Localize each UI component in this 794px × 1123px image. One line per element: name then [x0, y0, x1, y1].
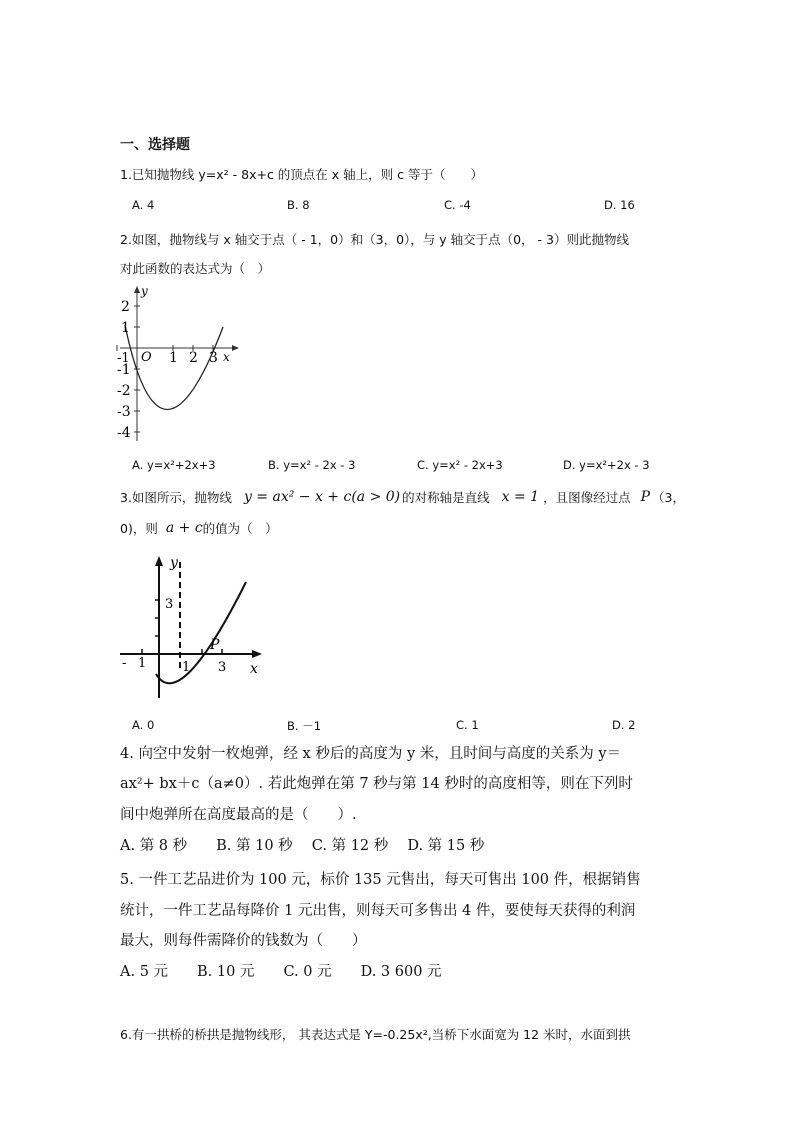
q2-x-tick-label: 3: [209, 350, 218, 366]
q2-y-tick-label: -3: [117, 404, 131, 420]
q2-option-b: B. y=x² - 2x - 3: [268, 458, 356, 472]
question-2-stem-line1: 2.如图，抛物线与 x 轴交于点（ - 1，0）和（3，0），与 y 轴交于点（0， - 3）则此抛物线: [120, 232, 629, 247]
q3-expression: a + c: [165, 520, 203, 536]
q1-option-d: D. 16: [604, 198, 635, 212]
q3-formula: y = ax² − x + c(a > 0): [243, 489, 401, 505]
q3-stem-prefix: 3.如图所示，抛物线: [120, 490, 232, 505]
question-5-line3: 最大，则每件需降价的钱数为（ ）: [120, 933, 367, 949]
question-1-stem: 1.已知抛物线 y=x² - 8x+c 的顶点在 x 轴上，则 c 等于（ ）: [120, 167, 483, 182]
q3-option-a: A. 0: [132, 718, 155, 732]
question-4-line1: 4. 向空中发射一枚炮弹，经 x 秒后的高度为 y 米，且时间与高度的关系为 y＝: [120, 746, 622, 762]
q2-y-tick-label: 1: [121, 320, 130, 336]
q2-parabola-curve: [125, 325, 223, 410]
question-3-stem-line2: [120, 517, 278, 539]
q2-y-tick-label: -1: [117, 362, 131, 378]
q2-x-axis-label: x: [223, 350, 230, 364]
question-5-line1: 5. 一件工艺品进价为 100 元，标价 135 元售出，每天可售出 100 件，根据销售: [120, 872, 641, 888]
question-5-line2: 统计，一件工艺品每降价 1 元出售，则每天可多售出 4 件，要使每天获得的利润: [120, 903, 636, 919]
q3-stem-mid2: ，且图像经过点: [543, 490, 631, 505]
q2-option-c: C. y=x² - 2x+3: [417, 458, 503, 472]
q2-x-tick-label: 1: [169, 350, 178, 366]
q3-y-axis-label: y: [170, 555, 178, 571]
q3-point-label: P: [210, 637, 220, 653]
q2-x-tick-label: -1: [117, 351, 130, 366]
q2-x-arrow-icon: [232, 345, 239, 351]
q3-stem-line2-end: 的值为（ ）: [202, 521, 278, 536]
section-title: 一、选择题: [120, 137, 190, 153]
q2-origin-label: O: [141, 350, 152, 365]
question-3-stem-line1: [120, 486, 685, 508]
q2-y-tick-label: -4: [117, 425, 131, 441]
q1-option-c: C. -4: [444, 198, 471, 212]
q2-parabola-graph: [115, 283, 245, 443]
q2-option-d: D. y=x²+2x - 3: [563, 458, 650, 472]
q3-y-tick-label: 3: [165, 597, 174, 612]
q1-option-b: B. 8: [287, 198, 310, 212]
q3-option-d: D. 2: [612, 718, 636, 732]
q3-option-b: B. －1: [287, 719, 322, 733]
question-4-line2: ax²+ bx＋c（a≠0）. 若此炮弹在第 7 秒与第 14 秒时的高度相等，则在下列时: [120, 776, 633, 792]
question-6-line1: 6.有一拱桥的桥拱是抛物线形， 其表达式是 Y=-0.25x²,当桥下水面宽为 12 米时，水面到拱: [120, 1027, 631, 1042]
q3-option-c: C. 1: [456, 718, 479, 732]
q3-x-arrow-icon: [252, 650, 262, 658]
q3-x-tick-label: 3: [218, 660, 227, 675]
q3-y-arrow-icon: [155, 556, 163, 566]
q3-axis-equation: x = 1: [501, 489, 540, 505]
question-4-options: A. 第 8 秒 B. 第 10 秒 C. 第 12 秒 D. 第 15 秒: [120, 838, 485, 854]
q3-x-tick-label: 1: [182, 660, 191, 675]
q2-y-arrow-icon: [134, 286, 140, 293]
q2-x-tick-label: 2: [189, 350, 198, 366]
question-4-line3: 间中炮弹所在高度最高的是（ ）.: [120, 807, 357, 823]
q3-x-tick-label: 1: [138, 656, 147, 671]
q3-stem-mid: 的对称轴是直线: [402, 490, 490, 505]
q3-stem-line2-start: 0)，则: [120, 521, 158, 536]
q3-parabola-graph: [118, 552, 266, 702]
question-5-options: A. 5 元 B. 10 元 C. 0 元 D. 3 600 元: [120, 964, 442, 980]
q3-x-axis-label: x: [250, 661, 258, 677]
q2-y-tick-label: 2: [121, 299, 130, 315]
q1-option-a: A. 4: [132, 198, 155, 212]
q3-x-tick-label: -: [122, 656, 127, 671]
question-2-stem-line2: 对此函数的表达式为（ ）: [120, 261, 271, 276]
q3-point-name: P: [640, 489, 651, 505]
q2-y-tick-label: -2: [117, 383, 131, 399]
q2-y-axis-label: y: [141, 284, 148, 298]
q3-stem-end: （3，: [652, 490, 685, 505]
q2-option-a: A. y=x²+2x+3: [132, 458, 216, 472]
